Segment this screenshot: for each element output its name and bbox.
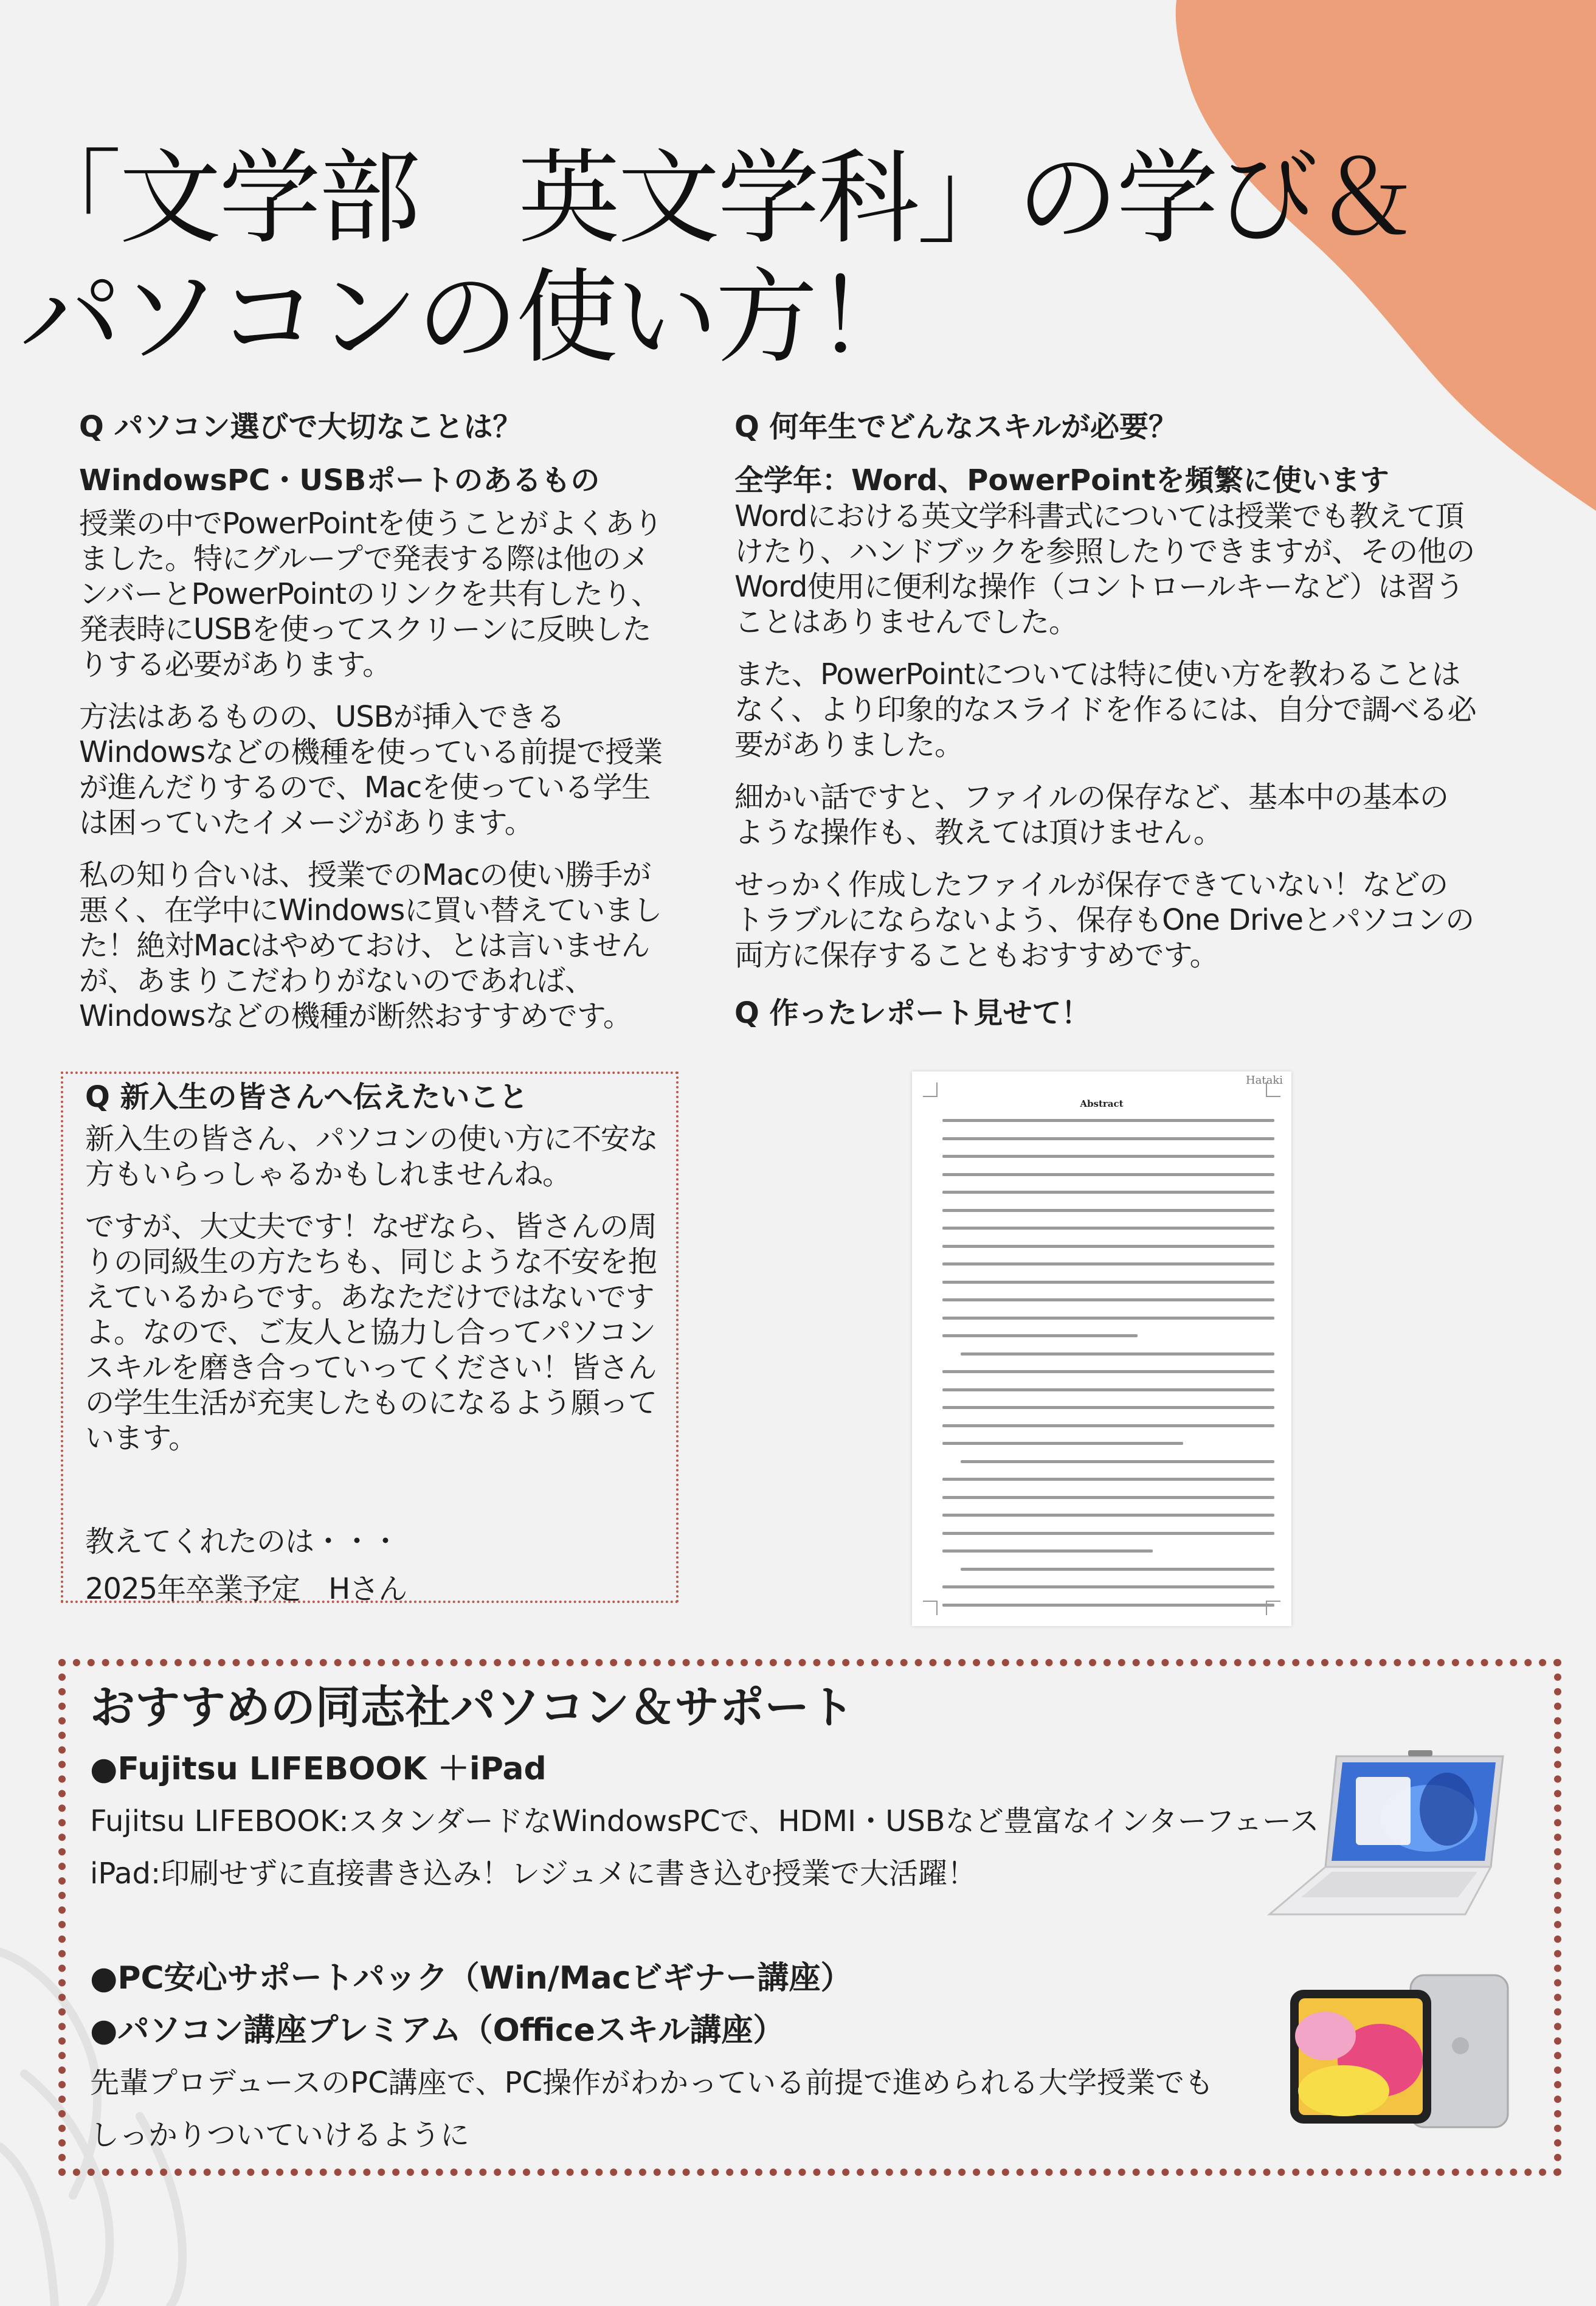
left-paragraph-2: 方法はあるものの、USBが挿入できるWindowsなどの機種を使っている前提で授業が進んだりするので、Macを使っている学生は困っていたイメージがあります。 (79, 700, 663, 840)
laptop-image (1265, 1745, 1508, 1922)
tablet-image (1289, 1969, 1514, 2133)
question-message: Q 新入生の皆さんへ伝えたいこと (85, 1080, 528, 1114)
report-text-line (942, 1281, 1274, 1284)
report-text-line (961, 1460, 1274, 1463)
recommend-heading: おすすめの同志社パソコン＆サポート (90, 1681, 855, 1734)
report-text-line (942, 1549, 1153, 1553)
report-text-line (942, 1585, 1274, 1588)
report-text-line (942, 1245, 1274, 1248)
report-title: Abstract (1080, 1098, 1124, 1109)
report-text-line (942, 1298, 1274, 1301)
report-text-line (942, 1155, 1274, 1158)
report-text-line (942, 1317, 1274, 1320)
title-line-1: 「文学部 英文学科」の学び＆ (19, 139, 1415, 258)
message-paragraph-2: ですが、大丈夫です！なぜなら、皆さんの周りの同級生の方たちも、同じような不安を抱えているからです。あなただけではないですよ。なので、ご友人と協力し合ってパソコンスキルを磨き合っていってください！皆さんの学生生活が充実したものになるよう願っています。 (85, 1210, 657, 1455)
title-line-2: パソコンの使い方！ (19, 258, 915, 377)
recommend-course-desc-1: 先輩プロデュースのPC講座で、PC操作がわかっている前提で進められる大学授業でも (90, 2066, 1214, 2100)
report-text-line (942, 1388, 1274, 1391)
report-text-line (942, 1496, 1274, 1499)
report-text-line (942, 1227, 1274, 1230)
left-paragraph-3: 私の知り合いは、授業でのMacの使い勝手が悪く、在学中にWindowsに買い替えていました！絶対Macはやめておけ、とは言いませんが、あまりこだわりがないのであれば、Windowsなどの機種が断然おすすめです。 (79, 858, 662, 1033)
right-paragraph-1: Wordにおける英文学科書式については授業でも教えて頂けたり、ハンドブックを参照したりできますが、その他のWord使用に便利な操作（コントロールキーなど）は習うことはありませんでした。 (734, 499, 1475, 639)
report-text-line (942, 1209, 1274, 1212)
report-text-line (942, 1478, 1274, 1481)
report-text-line (961, 1352, 1274, 1356)
credit-name: 2025年卒業予定 Hさん (85, 1572, 407, 1606)
report-text-line (942, 1191, 1274, 1194)
report-text-line (942, 1406, 1274, 1409)
right-paragraph-4: せっかく作成したファイルが保存できていない！などのトラブルにならないよう、保存もOne Driveとパソコンの両方に保存することもおすすめです。 (734, 868, 1474, 972)
crop-mark (1266, 1082, 1280, 1097)
crop-mark (923, 1601, 938, 1615)
right-column (734, 409, 1476, 1031)
recommend-ipad-desc: iPad:印刷せずに直接書き込み！レジュメに書き込む授業で大活躍！ (90, 1857, 977, 1891)
question-pc-choice: Q パソコン選びで大切なことは？ (79, 410, 522, 444)
left-paragraph-1: 授業の中でPowerPointを使うことがよくありました。特にグループで発表する際は他のメンバーとPowerPointのリンクを共有したり、発表時にUSBを使ってスクリーンに反映したりする必要があります。 (79, 507, 663, 682)
report-thumbnail (912, 1072, 1291, 1626)
report-text-line (942, 1137, 1274, 1140)
report-text-line (942, 1532, 1274, 1535)
report-text-line (942, 1604, 1274, 1607)
report-text-line (942, 1262, 1274, 1266)
recommend-item-lifebook: ●Fujitsu LIFEBOOK ＋iPad (90, 1751, 547, 1787)
message-box (61, 1072, 679, 1606)
left-column (79, 409, 663, 1034)
question-report: Q 作ったレポート見せて！ (734, 996, 1091, 1030)
question-skills: Q 何年生でどんなスキルが必要？ (734, 410, 1178, 444)
right-paragraph-3: 細かい話ですと、ファイルの保存など、基本中の基本のような操作も、教えては頂けません。 (734, 780, 1449, 850)
credit-label: 教えてくれたのは・・・ (85, 1525, 400, 1559)
report-text-line (942, 1334, 1138, 1337)
crop-mark (1266, 1601, 1280, 1615)
report-text-line (942, 1442, 1183, 1445)
report-text-line (942, 1119, 1274, 1122)
report-text-line (942, 1173, 1274, 1176)
crop-mark (923, 1082, 938, 1097)
report-text-line (942, 1370, 1274, 1373)
report-text-line (942, 1514, 1274, 1517)
answer-heading-pc-choice: WindowsPC・USBポートのあるもの (79, 463, 600, 497)
answer-heading-skills: 全学年：Word、PowerPointを頻繁に使います (734, 463, 1389, 497)
report-header: Hataki (1245, 1074, 1283, 1087)
recommend-item-pc-course: ●パソコン講座プレミアム（Officeスキル講座） (90, 2012, 785, 2049)
page-title (19, 139, 1415, 377)
message-paragraph-1: 新入生の皆さん、パソコンの使い方に不安な方もいらっしゃるかもしれませんね。 (85, 1122, 658, 1191)
recommend-item-support-pack: ●PC安心サポートパック（Win/Macビギナー講座） (90, 1960, 852, 1996)
recommend-course-desc-2: しっかりついていけるように (90, 2118, 470, 2152)
report-text-line (961, 1568, 1274, 1571)
report-text-line (942, 1424, 1274, 1427)
recommend-lifebook-desc: Fujitsu LIFEBOOK:スタンダードなWindowsPCで、HDMI・USBなど豊富なインターフェース (90, 1804, 1319, 1838)
right-paragraph-2: また、PowerPointについては特に使い方を教わることはなく、より印象的なスライドを作るには、自分で調べる必要がありました。 (734, 657, 1476, 762)
